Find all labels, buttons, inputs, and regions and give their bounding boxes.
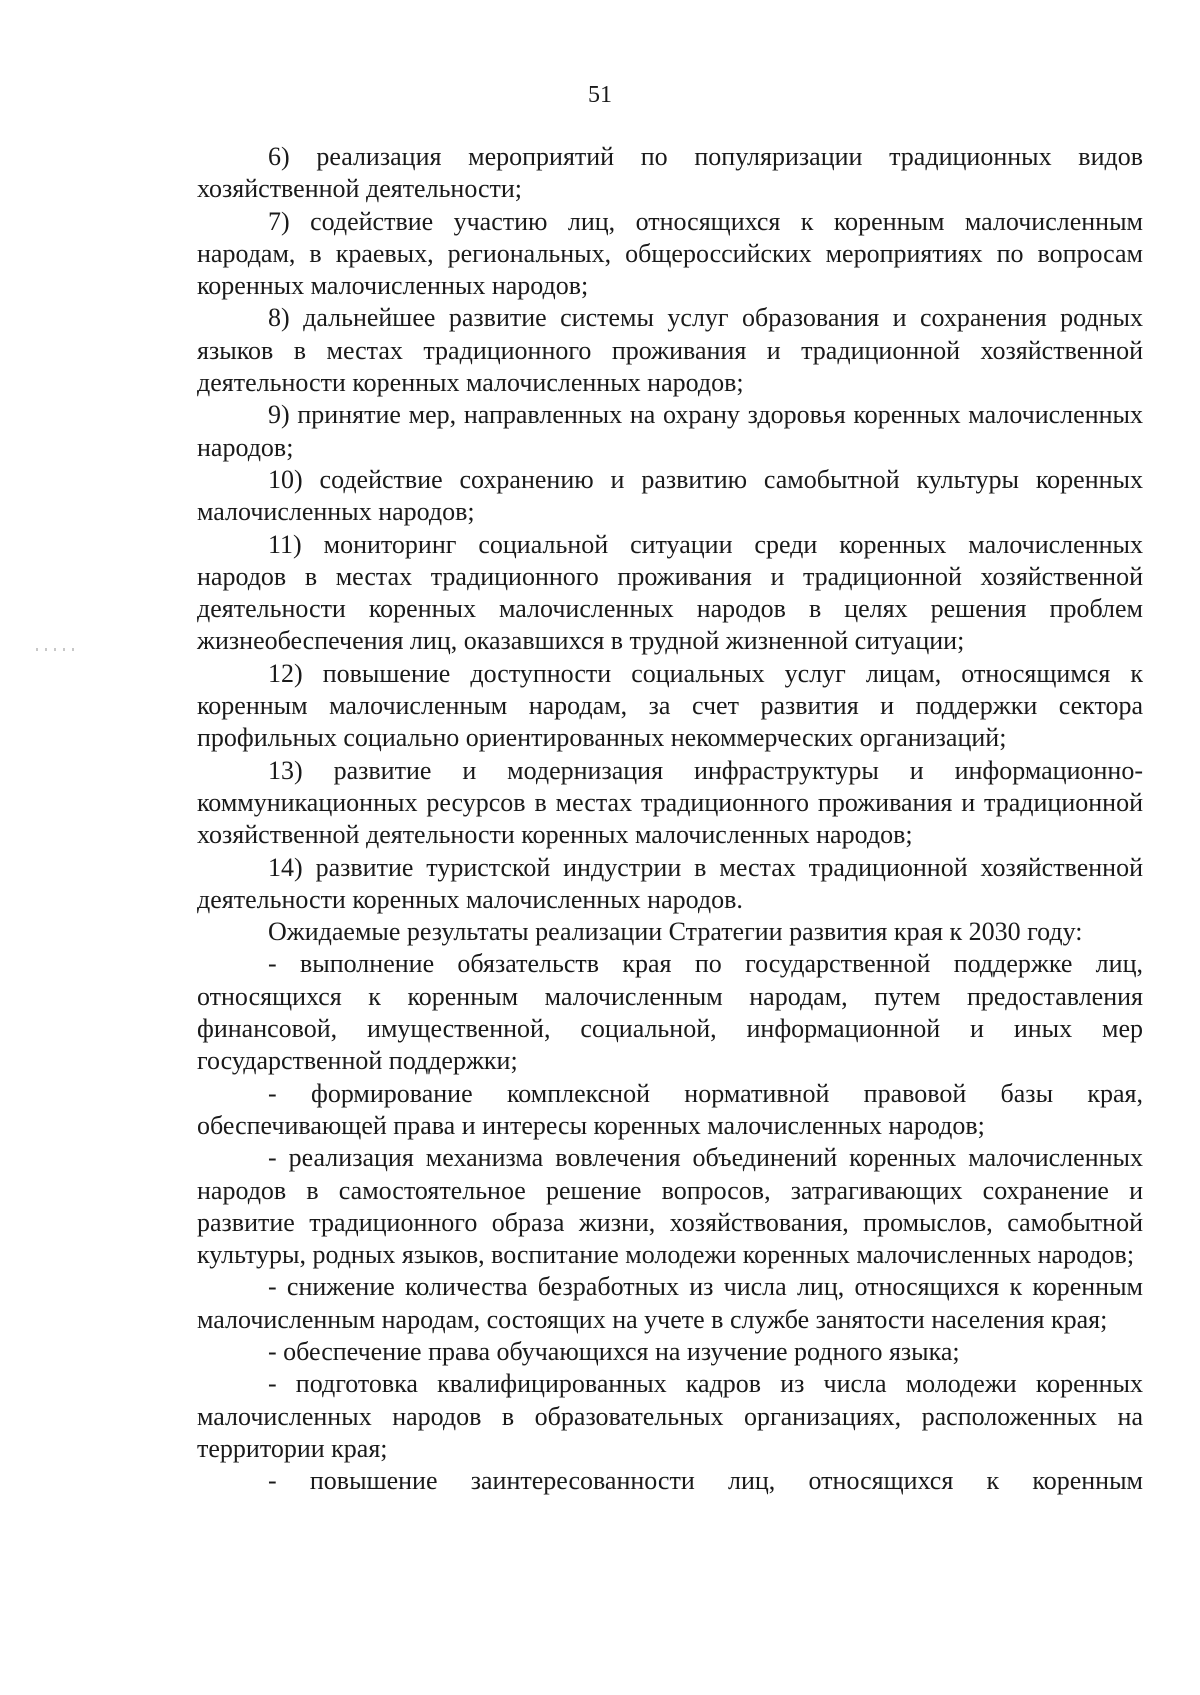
document-body	[197, 141, 1143, 1497]
paragraph-item-13: 13) развитие и модернизация инфраструктуры и информационно-коммуникационных ресурсов в местах традиционного проживания и традиционной хозяйственной деятельности коренных малочисленных народов;	[197, 755, 1143, 850]
paragraph-item-7: 7) содействие участию лиц, относящихся к коренным малочисленным народам, в краевых, региональных, общероссийских мероприятиях по вопросам коренных малочисленных народов;	[197, 206, 1143, 301]
paragraph-item-9: 9) принятие мер, направленных на охрану здоровья коренных малочисленных народов;	[197, 400, 1143, 462]
result-item: - снижение количества безработных из числа лиц, относящихся к коренным малочисленным народам, состоящих на учете в службе занятости населения края;	[197, 1272, 1143, 1334]
scan-artifact	[36, 648, 76, 651]
paragraph-item-8: 8) дальнейшее развитие системы услуг образования и сохранения родных языков в местах традиционного проживания и традиционной хозяйственной деятельности коренных малочисленных народов;	[197, 303, 1143, 398]
result-item-continued: - повышение заинтересованности лиц, относящихся к коренным	[268, 1466, 1143, 1496]
result-item: - подготовка квалифицированных кадров из числа молодежи коренных малочисленных народов в образовательных организациях, расположенных на территории края;	[197, 1369, 1143, 1463]
paragraph-item-10: 10) содействие сохранению и развитию самобытной культуры коренных малочисленных народов;	[197, 464, 1143, 527]
expected-results-heading: Ожидаемые результаты реализации Стратегии развития края к 2030 году:	[268, 917, 1083, 947]
paragraph-item-12: 12) повышение доступности социальных услуг лицам, относящимся к коренным малочисленным народам, за счет развития и поддержки сектора профильных социально ориентированных некоммерческих организаций;	[197, 658, 1143, 753]
result-item: - формирование комплексной нормативной правовой базы края, обеспечивающей права и интересы коренных малочисленных народов;	[197, 1078, 1143, 1140]
result-item: - реализация механизма вовлечения объединений коренных малочисленных народов в самостоятельное решение вопросов, затрагивающих сохранение и развитие традиционного образа жизни, хозяйствования, промыслов, самобытной культуры, родных языков, воспитание молодежи коренных малочисленных народов;	[197, 1143, 1143, 1270]
paragraph-item-6: 6) реализация мероприятий по популяризации традиционных видов хозяйственной деятельности;	[197, 142, 1143, 204]
result-item: - выполнение обязательств края по государственной поддержке лиц, относящихся к коренным малочисленным народам, путем предоставления финансовой, имущественной, социальной, информационной и иных мер государственной поддержки;	[197, 949, 1143, 1076]
paragraph-item-11: 11) мониторинг социальной ситуации среди коренных малочисленных народов в местах традиционного проживания и традиционной хозяйственной деятельности коренных малочисленных народов в целях решения проблем жизнеобеспечения лиц, оказавшихся в трудной жизненной ситуации;	[197, 529, 1143, 656]
result-item: - обеспечение права обучающихся на изучение родного языка;	[268, 1336, 960, 1366]
paragraph-item-14: 14) развитие туристской индустрии в местах традиционной хозяйственной деятельности коренных малочисленных народов.	[197, 852, 1143, 914]
page-number: 51	[588, 82, 612, 108]
